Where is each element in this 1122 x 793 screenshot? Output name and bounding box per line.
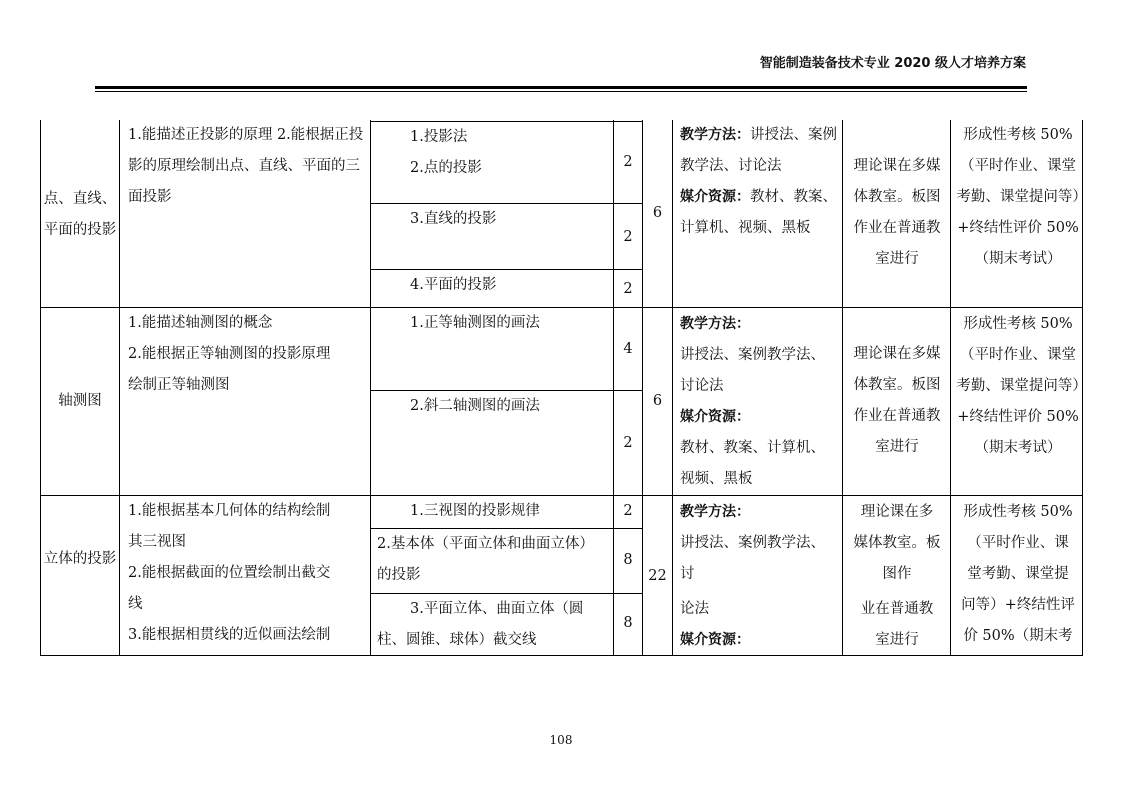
topic-line: 2.点的投影 bbox=[410, 160, 482, 176]
topic-hours: 8 bbox=[623, 552, 633, 568]
method-text: 论法 bbox=[680, 601, 709, 617]
topic-content: 1.三视图的投影规律 bbox=[410, 503, 540, 519]
unit-name-text: 点、直线、平面的投影 bbox=[43, 190, 117, 238]
topic-content: 1.正等轴测图的画法 bbox=[410, 315, 540, 331]
table-col-line bbox=[950, 120, 951, 656]
method-text: 讲授法、案例教学法、 bbox=[680, 535, 825, 551]
topic-content: 3.直线的投影 bbox=[410, 211, 497, 227]
teaching-method-cell bbox=[680, 309, 840, 495]
unit-name: 轴测图 bbox=[58, 393, 102, 409]
objective-line: 3.能根据相贯线的近似画法绘制 bbox=[128, 627, 331, 643]
assessment: 形成性考核 50%（平时作业、课堂考勤、课堂提问等）+终结性评价 50%（期末考试） bbox=[956, 127, 1080, 267]
objective-line: 其三视图 bbox=[128, 534, 186, 550]
objective-line: 2.能根据截面的位置绘制出截交 bbox=[128, 565, 331, 581]
venue-line: 媒体教室。板 bbox=[853, 535, 941, 551]
total-hours: 22 bbox=[648, 568, 667, 584]
assessment-line: 堂考勤、课堂提 bbox=[967, 566, 1069, 582]
media-label: 媒介资源： bbox=[680, 409, 750, 425]
topic-content: 2.斜二轴测图的画法 bbox=[410, 398, 540, 414]
topic-content: 4.平面的投影 bbox=[410, 277, 497, 293]
learning-objectives: 1.能描述正投影的原理 2.能根据正投影的原理绘制出点、直线、平面的三面投影 bbox=[128, 127, 364, 205]
media-text: 视频、黑板 bbox=[680, 471, 753, 487]
media-label: 媒介资源： bbox=[680, 632, 750, 648]
topic-content bbox=[377, 529, 613, 591]
venue-line: 室进行 bbox=[875, 632, 919, 648]
objective-line: 线 bbox=[128, 596, 143, 612]
assessment-line: 问等）+终结性评 bbox=[961, 597, 1075, 613]
assessment: 形成性考核 50%（平时作业、课堂考勤、课堂提问等）+终结性评价 50%（期末考试） bbox=[956, 316, 1080, 456]
media-text: 教材、教案、计算机、 bbox=[680, 440, 825, 456]
venue-line: 理论课在多 bbox=[860, 504, 934, 520]
table-col-line bbox=[370, 120, 371, 656]
method-text: 讨论法 bbox=[680, 378, 724, 394]
topic-hours: 2 bbox=[623, 281, 633, 297]
teaching-method-cell bbox=[680, 120, 840, 244]
teaching-method-cell bbox=[680, 497, 840, 656]
topic-line: 1.投影法 bbox=[410, 129, 468, 145]
assessment-line: 形成性考核 50% bbox=[963, 504, 1073, 520]
objective-line: 2.能根据正等轴测图的投影原理 bbox=[128, 346, 331, 362]
topic-line: 柱、圆锥、球体）截交线 bbox=[377, 632, 537, 648]
page-number: 108 bbox=[549, 733, 573, 747]
venue: 理论课在多媒体教室。板图作业在普通教室进行 bbox=[853, 158, 941, 267]
topic-hours: 4 bbox=[623, 341, 633, 357]
table-col-line bbox=[119, 120, 120, 656]
assessment bbox=[956, 497, 1080, 652]
objective-line: 1.能描述轴测图的概念 bbox=[128, 315, 273, 331]
topic-line: 的投影 bbox=[377, 567, 421, 583]
topic-hours: 2 bbox=[623, 503, 633, 519]
learning-objectives bbox=[128, 496, 368, 651]
topic-hours: 2 bbox=[623, 435, 633, 451]
unit-name bbox=[41, 122, 119, 307]
method-text: 讲授法、案例教学法、讨论法 bbox=[680, 127, 837, 174]
method-text: 讲授法、案例教学法、 bbox=[680, 347, 825, 363]
topic-hours: 8 bbox=[623, 615, 633, 631]
topic-line: 3.平面立体、曲面立体（圆 bbox=[410, 601, 584, 617]
unit-name: 立体的投影 bbox=[43, 551, 117, 567]
venue: 理论课在多媒体教室。板图作业在普通教室进行 bbox=[853, 346, 941, 455]
topic-content bbox=[410, 122, 610, 184]
venue-line: 业在普通教 bbox=[860, 601, 934, 617]
table-col-line bbox=[672, 120, 673, 656]
method-label: 教学方法： bbox=[680, 504, 750, 520]
document-header: 智能制造装备技术专业 2020 级人才培养方案 bbox=[759, 56, 1026, 71]
venue bbox=[848, 497, 946, 656]
method-label: 教学方法： bbox=[680, 127, 750, 143]
learning-objectives bbox=[128, 308, 368, 401]
topic-line: 2.基本体（平面立体和曲面立体） bbox=[377, 536, 594, 552]
topic-hours: 2 bbox=[623, 229, 633, 245]
table-col-line bbox=[842, 120, 843, 656]
assessment-line: （平时作业、课 bbox=[967, 535, 1069, 551]
media-label: 媒介资源： bbox=[680, 189, 750, 205]
topic-hours: 2 bbox=[623, 154, 633, 170]
assessment-line: 价 50%（期末考 bbox=[963, 628, 1073, 644]
header-rule-thick bbox=[95, 86, 1027, 89]
objective-line: 绘制正等轴测图 bbox=[128, 377, 230, 393]
method-label: 教学方法： bbox=[680, 316, 750, 332]
objective-line: 1.能根据基本几何体的结构绘制 bbox=[128, 503, 331, 519]
total-hours: 6 bbox=[652, 393, 663, 409]
table-border-right bbox=[1082, 120, 1083, 656]
method-text: 讨 bbox=[680, 566, 695, 582]
media-text: 教材、教案、计算机、视频、黑板 bbox=[680, 189, 837, 236]
header-rule-thin bbox=[95, 91, 1027, 92]
topic-content bbox=[377, 594, 613, 656]
total-hours: 6 bbox=[652, 205, 663, 221]
venue-line: 图作 bbox=[882, 566, 912, 582]
